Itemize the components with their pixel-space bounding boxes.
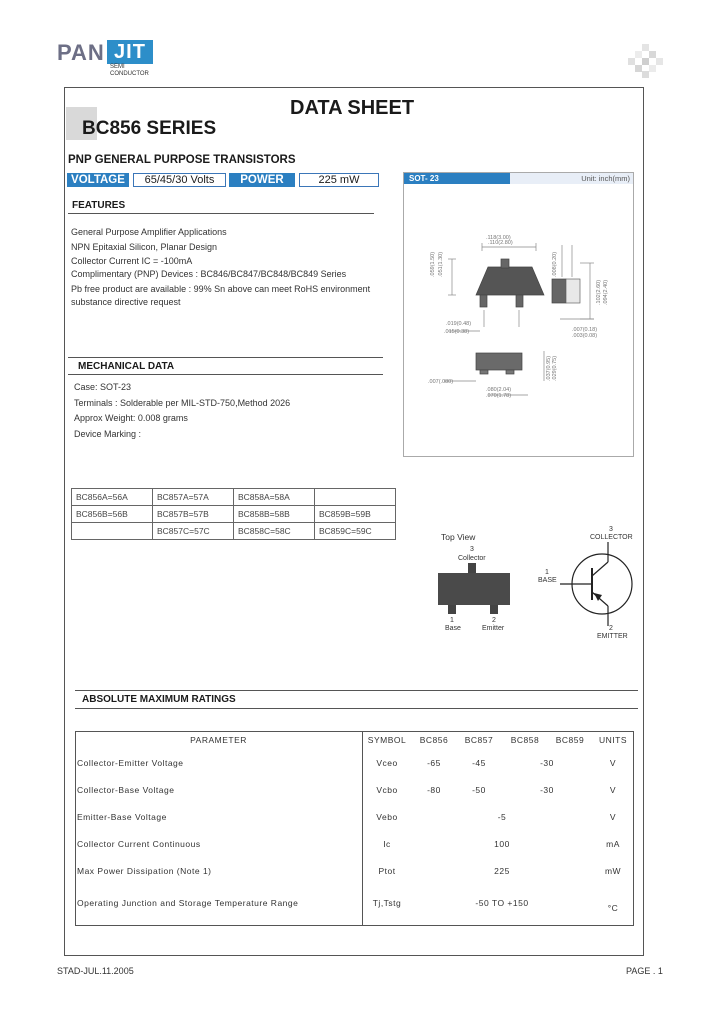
table-row bbox=[75, 803, 634, 830]
logo-jit-badge: JIT bbox=[107, 40, 153, 64]
svg-text:.080(2.04): .080(2.04) bbox=[486, 387, 512, 393]
svg-text:.059(1.50): .059(1.50) bbox=[430, 251, 436, 277]
decorative-squares-icon bbox=[628, 44, 664, 78]
pin1-name: Base bbox=[445, 625, 461, 632]
param-cell: Collector-Base Voltage bbox=[77, 784, 175, 795]
mechanical-line: Terminals : Solderable per MIL-STD-750,Method 2026 bbox=[74, 397, 291, 408]
table-row bbox=[72, 523, 396, 540]
footer-page: PAGE . 1 bbox=[626, 966, 663, 976]
features-rule bbox=[68, 213, 374, 214]
column-header: BC857 bbox=[464, 735, 494, 745]
package-unit: Unit: inch(mm) bbox=[510, 173, 633, 184]
mechanical-line: Device Marking : bbox=[74, 428, 142, 439]
series-name: BC856 SERIES bbox=[82, 118, 217, 139]
table-row bbox=[75, 749, 634, 776]
page-title: DATA SHEET bbox=[290, 97, 415, 119]
feature-line: General Purpose Amplifier Applications bbox=[71, 227, 227, 237]
pin2-name: Emitter bbox=[482, 625, 505, 632]
collector-number: 3 bbox=[609, 526, 613, 533]
svg-text:.051(1.30): .051(1.30) bbox=[438, 251, 444, 277]
svg-text:.102(2.60): .102(2.60) bbox=[596, 279, 602, 305]
value-cell: -45 bbox=[472, 757, 486, 768]
value-cell: -30 bbox=[540, 757, 554, 768]
unit-cell: mA bbox=[606, 838, 620, 849]
value-cell: -50 TO +150 bbox=[475, 897, 529, 908]
feature-line: Pb free product are available : 99% Sn above can meet RoHS environment bbox=[71, 284, 371, 294]
pnp-transistor-symbol-icon bbox=[560, 542, 640, 626]
emitter-label: EMITTER bbox=[597, 633, 628, 640]
features-heading: FEATURES bbox=[72, 200, 126, 211]
feature-line: Complimentary (PNP) Devices : BC846/BC847/BC848/BC849 Series bbox=[71, 268, 347, 279]
svg-text:.037(0.95): .037(0.95) bbox=[546, 355, 552, 381]
svg-text:.070(1.78): .070(1.78) bbox=[486, 393, 512, 399]
pin3-name: Collector bbox=[458, 555, 486, 562]
mechanical-list bbox=[74, 380, 394, 442]
sot23-outline-drawing bbox=[404, 185, 633, 455]
symbol-cell: Ptot bbox=[378, 865, 396, 876]
marking-cell: BC856A=56A bbox=[72, 489, 153, 506]
unit-cell: V bbox=[609, 757, 617, 768]
table-row bbox=[72, 506, 396, 523]
column-header: SYMBOL bbox=[367, 735, 407, 745]
svg-text:.007(0.18): .007(0.18) bbox=[572, 327, 598, 333]
svg-text:.029(0.75): .029(0.75) bbox=[552, 355, 558, 381]
table-row bbox=[75, 830, 634, 857]
param-cell: Operating Junction and Storage Temperature Range bbox=[77, 897, 299, 908]
param-cell: Collector Current Continuous bbox=[77, 838, 201, 849]
column-header: PARAMETER bbox=[190, 735, 247, 745]
voltage-value: 65/45/30 Volts bbox=[133, 173, 226, 187]
svg-text:.019(0.48): .019(0.48) bbox=[446, 321, 472, 327]
marking-table bbox=[71, 488, 396, 540]
table-row bbox=[75, 857, 634, 884]
base-number: 1 bbox=[545, 569, 549, 576]
mechanical-top-rule bbox=[68, 357, 383, 358]
feature-line: substance directive request bbox=[71, 296, 181, 307]
symbol-cell: Ic bbox=[383, 838, 391, 849]
marking-cell: BC858C=58C bbox=[234, 523, 315, 540]
table-row bbox=[72, 489, 396, 506]
value-cell: 225 bbox=[494, 865, 510, 876]
svg-text:.007(.080): .007(.080) bbox=[428, 379, 454, 385]
marking-cell: BC857C=57C bbox=[153, 523, 234, 540]
symbol-cell: Vebo bbox=[376, 811, 398, 822]
features-list bbox=[71, 226, 401, 308]
mechanical-heading: MECHANICAL DATA bbox=[78, 361, 175, 372]
column-header: BC859 bbox=[555, 735, 585, 745]
marking-cell: BC857B=57B bbox=[153, 506, 234, 523]
svg-text:.110(2.80): .110(2.80) bbox=[488, 240, 513, 246]
svg-text:.008(0.20): .008(0.20) bbox=[552, 251, 558, 277]
unit-cell: V bbox=[609, 784, 617, 795]
emitter-number: 2 bbox=[609, 625, 613, 632]
logo-pan-text: PAN bbox=[57, 40, 105, 65]
value-cell: -5 bbox=[497, 811, 507, 822]
mechanical-rule bbox=[68, 374, 383, 375]
unit-cell: °C bbox=[607, 902, 619, 913]
feature-line: Collector Current IC = -100mA bbox=[71, 256, 193, 266]
value-cell: -30 bbox=[540, 784, 554, 795]
symbol-cell: Vceo bbox=[376, 757, 398, 768]
marking-cell: BC856B=56B bbox=[72, 506, 153, 523]
ratings-rule bbox=[75, 708, 638, 709]
symbol-cell: Tj,Tstg bbox=[372, 897, 402, 908]
value-cell: -80 bbox=[427, 784, 441, 795]
column-header: UNITS bbox=[599, 735, 627, 745]
voltage-label: VOLTAGE bbox=[67, 173, 129, 187]
svg-text:.118(3.00): .118(3.00) bbox=[486, 235, 511, 241]
param-cell: Max Power Dissipation (Note 1) bbox=[77, 865, 212, 876]
svg-text:.003(0.08): .003(0.08) bbox=[572, 333, 598, 339]
pin3-number: 3 bbox=[470, 546, 474, 553]
value-cell: 100 bbox=[494, 838, 510, 849]
ratings-heading: ABSOLUTE MAXIMUM RATINGS bbox=[82, 694, 236, 705]
logo-sub-line2: CONDUCTOR bbox=[110, 71, 149, 77]
top-view-package-icon bbox=[438, 563, 518, 615]
power-label: POWER bbox=[229, 173, 295, 187]
pin1-number: 1 bbox=[450, 617, 454, 624]
ratings-table bbox=[75, 731, 634, 921]
column-header: BC858 bbox=[510, 735, 540, 745]
footer-date: STAD-JUL.11.2005 bbox=[57, 966, 134, 976]
unit-cell: mW bbox=[604, 865, 622, 876]
param-cell: Emitter-Base Voltage bbox=[77, 811, 167, 822]
ratings-top-rule bbox=[75, 690, 638, 691]
value-cell: -50 bbox=[472, 784, 486, 795]
column-header: BC856 bbox=[419, 735, 449, 745]
unit-cell: V bbox=[609, 811, 617, 822]
mechanical-line: Case: SOT-23 bbox=[74, 382, 132, 392]
marking-cell: BC858B=58B bbox=[234, 506, 315, 523]
marking-cell: BC859B=59B bbox=[315, 506, 396, 523]
param-cell: Collector-Emitter Voltage bbox=[77, 757, 184, 768]
svg-text:.094(2.40): .094(2.40) bbox=[603, 279, 609, 305]
symbol-cell: Vcbo bbox=[376, 784, 398, 795]
marking-cell: BC858A=58A bbox=[234, 489, 315, 506]
table-header-row bbox=[75, 731, 634, 749]
power-value: 225 mW bbox=[299, 173, 379, 187]
marking-cell bbox=[315, 489, 396, 506]
marking-cell bbox=[72, 523, 153, 540]
svg-text:.015(0.38): .015(0.38) bbox=[444, 329, 470, 335]
collector-label: COLLECTOR bbox=[590, 534, 633, 541]
mechanical-line: Approx Weight: 0.008 grams bbox=[74, 413, 188, 423]
subtitle: PNP GENERAL PURPOSE TRANSISTORS bbox=[68, 154, 296, 166]
marking-cell: BC857A=57A bbox=[153, 489, 234, 506]
logo-subtext bbox=[110, 64, 149, 78]
top-view-label: Top View bbox=[441, 532, 476, 542]
marking-cell: BC859C=59C bbox=[315, 523, 396, 540]
logo-sub-line1: SEMI bbox=[110, 64, 125, 70]
package-name: SOT- 23 bbox=[404, 173, 510, 184]
feature-line: NPN Epitaxial Silicon, Planar Design bbox=[71, 241, 218, 252]
base-label: BASE bbox=[538, 577, 557, 584]
value-cell: -65 bbox=[427, 757, 441, 768]
pin2-number: 2 bbox=[492, 617, 496, 624]
table-row bbox=[75, 884, 634, 921]
table-row bbox=[75, 776, 634, 803]
